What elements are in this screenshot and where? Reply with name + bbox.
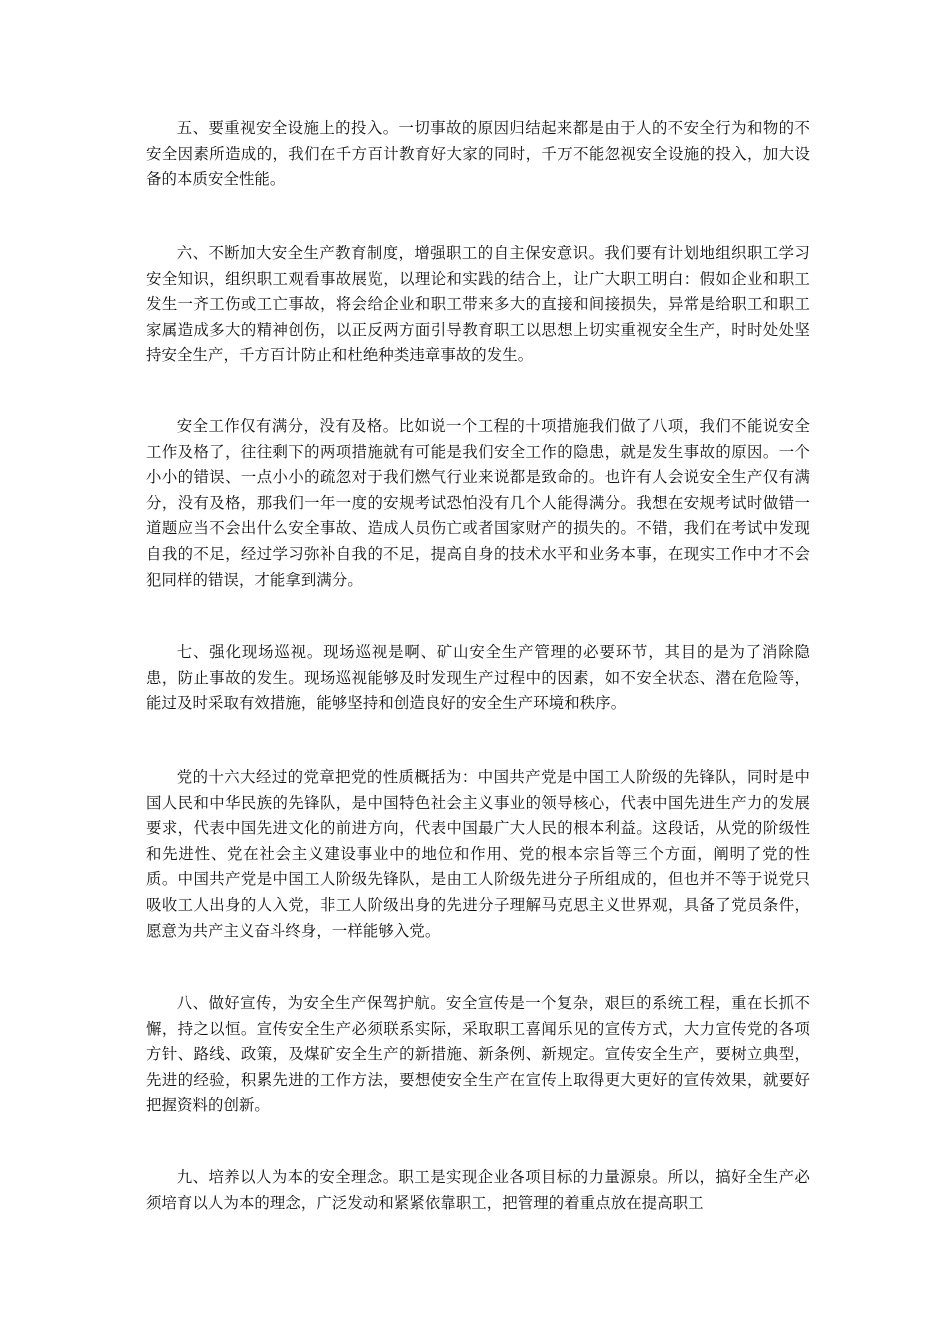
paragraph-nine: 九、培养以人为本的安全理念。职工是实现企业各项目标的力量源泉。所以，搞好全生产必须培育以人为本的理念，广泛发动和紧紧依靠职工，把管理的着重点放在提高职工 (146, 1168, 810, 1212)
paragraph-eight: 八、做好宣传，为安全生产保驾护航。安全宣传是一个复杂，艰巨的系统工程，重在长抓不懈，持之以恒。宣传安全生产必须联系实际，采取职工喜闻乐见的宣传方式，大力宣传党的各项方针、路线、政策，及煤矿安全生产的新措施、新条例、新规定。宣传安全生产，要树立典型，先进的经验，积累先进的工作方法，要想使安全生产在宣传上取得更大更好的宣传效果，就要好把握资料的创新。 (146, 994, 810, 1115)
paragraph-six: 六、不断加大安全生产教育制度，增强职工的自主保安意识。我们要有计划地组织职工学习安全知识，组织职工观看事故展览，以理论和实践的结合上，让广大职工明白：假如企业和职工发生一齐工伤或工亡事故，将会给企业和职工带来多大的直接和间接损失，异常是给职工和职工家属造成多大的精神创伤，以正反两方面引导教育职工以思想上切实重视安全生产，时时处处坚持安全生产，千方百计防止和杜绝种类违章事故的发生。 (146, 244, 810, 365)
paragraph-safety-full-score: 安全工作仅有满分，没有及格。比如说一个工程的十项措施我们做了八项，我们不能说安全工作及格了，往往剩下的两项措施就有可能是我们安全工作的隐患，就是发生事故的原因。一个小小的错误、一点小小的疏忽对于我们燃气行业来说都是致命的。也许有人会说安全生产仅有满分，没有及格，那我们一年一度的安规考试恐怕没有几个人能得满分。我想在安规考试时做错一道题应当不会出什么安全事故、造成人员伤亡或者国家财产的损失的。不错，我们在考试中发现自我的不足，经过学习弥补自我的不足，提高自身的技术水平和业务本事，在现实工作中才不会犯同样的错误，才能拿到满分。 (146, 417, 810, 589)
paragraph-party-nature: 党的十六大经过的党章把党的性质概括为：中国共产党是中国工人阶级的先锋队，同时是中国人民和中华民族的先锋队，是中国特色社会主义事业的领导核心，代表中国先进生产力的发展要求，代表中国先进文化的前进方向，代表中国最广大人民的根本利益。这段话，从党的阶级性和先进性、党在社会主义建设事业中的地位和作用、党的根本宗旨等三个方面，阐明了党的性质。中国共产党是中国工人阶级先锋队，是由工人阶级先进分子所组成的，但也并不等于说党只吸收工人出身的人入党，非工人阶级出身的先进分子理解马克思主义世界观，具备了党员条件，愿意为共产主义奋斗终身，一样能够入党。 (146, 768, 810, 940)
paragraph-seven: 七、强化现场巡视。现场巡视是啊、矿山安全生产管理的必要环节，其目的是为了消除隐患，防止事故的发生。现场巡视能够及时发现生产过程中的因素，如不安全状态、潜在危险等，能过及时采取有效措施，能够坚持和创造良好的安全生产环境和秩序。 (146, 643, 810, 713)
paragraph-five: 五、要重视安全设施上的投入。一切事故的原因归结起来都是由于人的不安全行为和物的不安全因素所造成的，我们在千方百计教育好大家的同时，千万不能忽视安全设施的投入，加大设备的本质安全性能。 (146, 119, 810, 189)
